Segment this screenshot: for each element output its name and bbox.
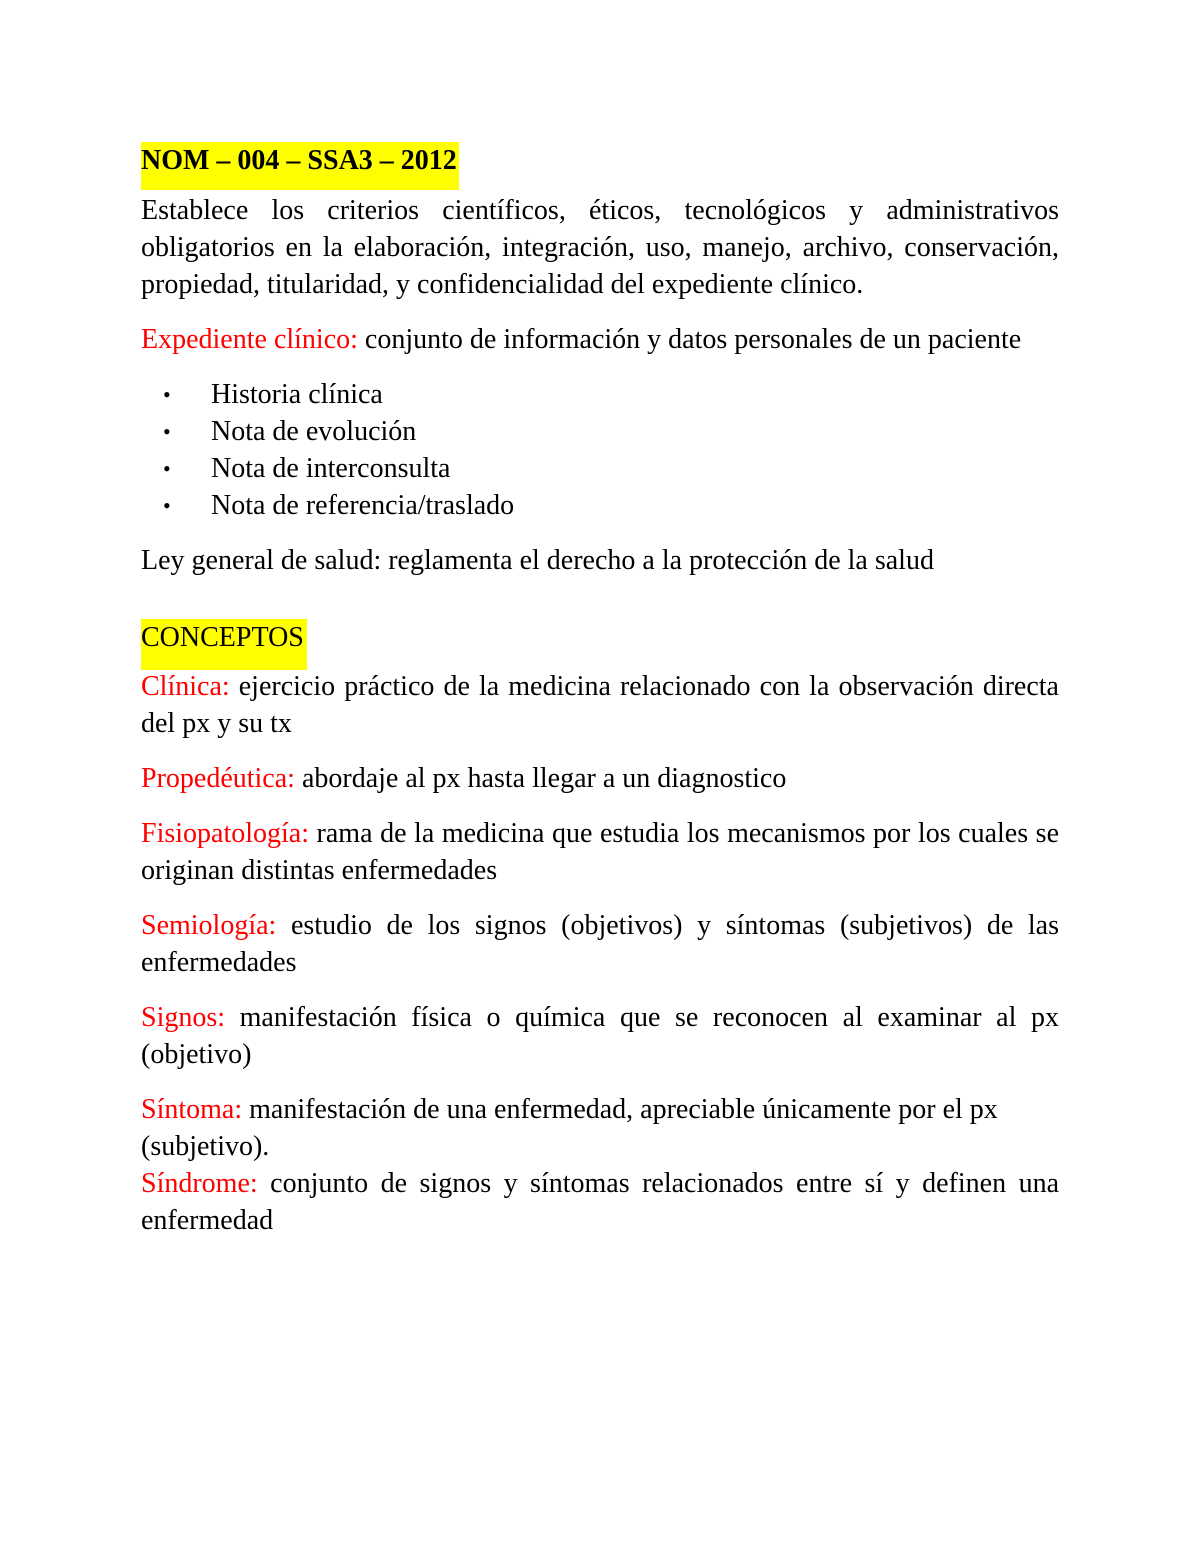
- term-clinica: Clínica:: [141, 671, 230, 702]
- term-propedeutica: Propedéutica:: [141, 763, 295, 794]
- list-item: [141, 450, 1059, 487]
- definition-sindrome: conjunto de signos y síntomas relacionados entre sí y definen una enfermedad: [141, 1168, 1059, 1236]
- concept-sindrome: [141, 1165, 1059, 1239]
- definition-semiologia: estudio de los signos (objetivos) y síntomas (subjetivos) de las enfermedades: [141, 910, 1059, 978]
- expediente-paragraph: [141, 321, 1059, 358]
- document-content: [141, 142, 1059, 1257]
- list-item-label: Nota de evolución: [211, 416, 417, 447]
- term-fisiopatologia: Fisiopatología:: [141, 818, 309, 849]
- intro-paragraph: Establece los criterios científicos, éticos, tecnológicos y administrativos obligatorios en la elaboración, integración, uso, manejo, archivo, conservación, propiedad, titularidad, y confidencialidad del expediente clínico.: [141, 195, 1059, 300]
- concept-signos: [141, 999, 1059, 1073]
- list-item-label: Nota de interconsulta: [211, 453, 451, 484]
- list-item-label: Nota de referencia/traslado: [211, 490, 515, 521]
- definition-signos: manifestación física o química que se reconocen al examinar al px (objetivo): [141, 1002, 1059, 1070]
- list-item: [141, 376, 1059, 413]
- concept-semiologia: [141, 907, 1059, 981]
- concept-propedeutica: [141, 760, 1059, 797]
- list-item: [141, 413, 1059, 450]
- definition-expediente: conjunto de información y datos personales de un paciente: [357, 324, 1022, 355]
- heading-conceptos: CONCEPTOS: [141, 619, 307, 670]
- expediente-list: [141, 376, 1059, 524]
- definition-fisiopatologia: rama de la medicina que estudia los mecanismos por los cuales se originan distintas enfermedades: [141, 818, 1059, 886]
- bullet-icon: •: [163, 382, 171, 407]
- ley-paragraph: Ley general de salud: reglamenta el derecho a la protección de la salud: [141, 545, 934, 576]
- term-semiologia: Semiología:: [141, 910, 277, 941]
- heading-nom: NOM – 004 – SSA3 – 2012: [141, 142, 459, 190]
- definition-clinica: ejercicio práctico de la medicina relacionado con la observación directa del px y su tx: [141, 671, 1059, 739]
- bullet-icon: •: [163, 456, 171, 481]
- concept-sintoma: [141, 1091, 1059, 1165]
- definition-propedeutica: abordaje al px hasta llegar a un diagnostico: [294, 763, 787, 794]
- list-item-label: Historia clínica: [211, 379, 383, 410]
- bullet-icon: •: [163, 419, 171, 444]
- term-expediente: Expediente clínico:: [141, 324, 358, 355]
- section-spacer: [141, 597, 1059, 619]
- list-item: [141, 487, 1059, 524]
- term-sintoma: Síntoma:: [141, 1094, 243, 1125]
- term-signos: Signos:: [141, 1002, 226, 1033]
- concept-fisiopatologia: [141, 815, 1059, 889]
- bullet-icon: •: [163, 493, 171, 518]
- concept-clinica: [141, 668, 1059, 742]
- definition-sintoma: manifestación de una enfermedad, apreciable únicamente por el px (subjetivo).: [141, 1094, 998, 1162]
- term-sindrome: Síndrome:: [141, 1168, 258, 1199]
